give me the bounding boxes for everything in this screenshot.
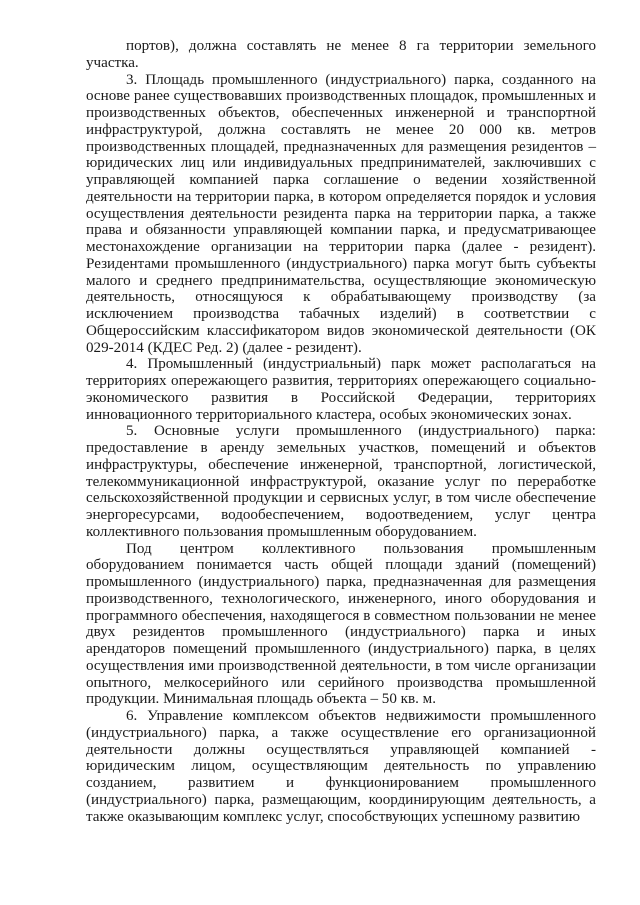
paragraph-continuation: портов), должна составлять не менее 8 га территории земельного участка.: [86, 38, 596, 71]
paragraph-item-6: 6. Управление комплексом объектов недвижимости промышленного (индустриального) парка, а также осуществление его организационной деятельности должны осуществляться управляющей компанией - юридическим лицом, осуществляющим деятельность по управлению созданием, развитием и функционированием промышленного (индустриального) парка, размещающим, координирующим деятельность, а также оказывающим комплекс услуг, способствующих успешному развитию: [86, 708, 596, 825]
paragraph-item-3: 3. Площадь промышленного (индустриального) парка, созданного на основе ранее существовавших производственных площадок, промышленных и производственных объектов, обеспеченных инженерной и транспортной инфраструктурой, должна составлять не менее 20 000 кв. метров производственных площадей, предназначенных для размещения резидентов – юридических лиц или индивидуальных предпринимателей, заключивших с управляющей компанией парка соглашение о ведении хозяйственной деятельности на территории парка, в котором определяется порядок и условия осуществления деятельности резидента парка на территории парка, а также права и обязанности управляющей компании парка, и предусматривающее местонахождение организации на территории парка (далее - резидент). Резидентами промышленного (индустриального) парка могут быть субъекты малого и среднего предпринимательства, осуществляющие экономическую деятельность, относящуюся к обрабатывающему производству (за исключением производства табачных изделий) в соответствии с Общероссийским классификатором видов экономической деятельности (ОК 029-2014 (КДЕС Ред. 2) (далее - резидент).: [86, 71, 596, 356]
paragraph-item-5-definition: Под центром коллективного пользования промышленным оборудованием понимается часть общей площади зданий (помещений) промышленного (индустриального) парка, предназначенная для размещения производственного, технологического, инженерного, иного оборудования и программного обеспечения, находящегося в совместном пользовании не менее двух резидентов промышленного (индустриального) парка и иных арендаторов помещений промышленного (индустриального) парка, в целях осуществления ими производственной деятельности, в том числе организации опытного, мелкосерийного или серийного производства промышленной продукции. Минимальная площадь объекта – 50 кв. м.: [86, 540, 596, 708]
paragraph-item-5: 5. Основные услуги промышленного (индустриального) парка: предоставление в аренду земельных участков, помещений и объектов инфраструктуры, обеспечение инженерной, транспортной, логистической, телекоммуникационной инфраструктурой, оказание услуг по переработке сельскохозяйственной продукции и сервисных услуг, в том числе обеспечение энергоресурсами, водообеспечением, водоотведением, услуг центра коллективного пользования промышленным оборудованием.: [86, 423, 596, 540]
paragraph-item-4: 4. Промышленный (индустриальный) парк может располагаться на территориях опережающего развития, территориях опережающего социально-экономического развития в Российской Федерации, территориях инновационного территориального кластера, особых экономических зонах.: [86, 356, 596, 423]
